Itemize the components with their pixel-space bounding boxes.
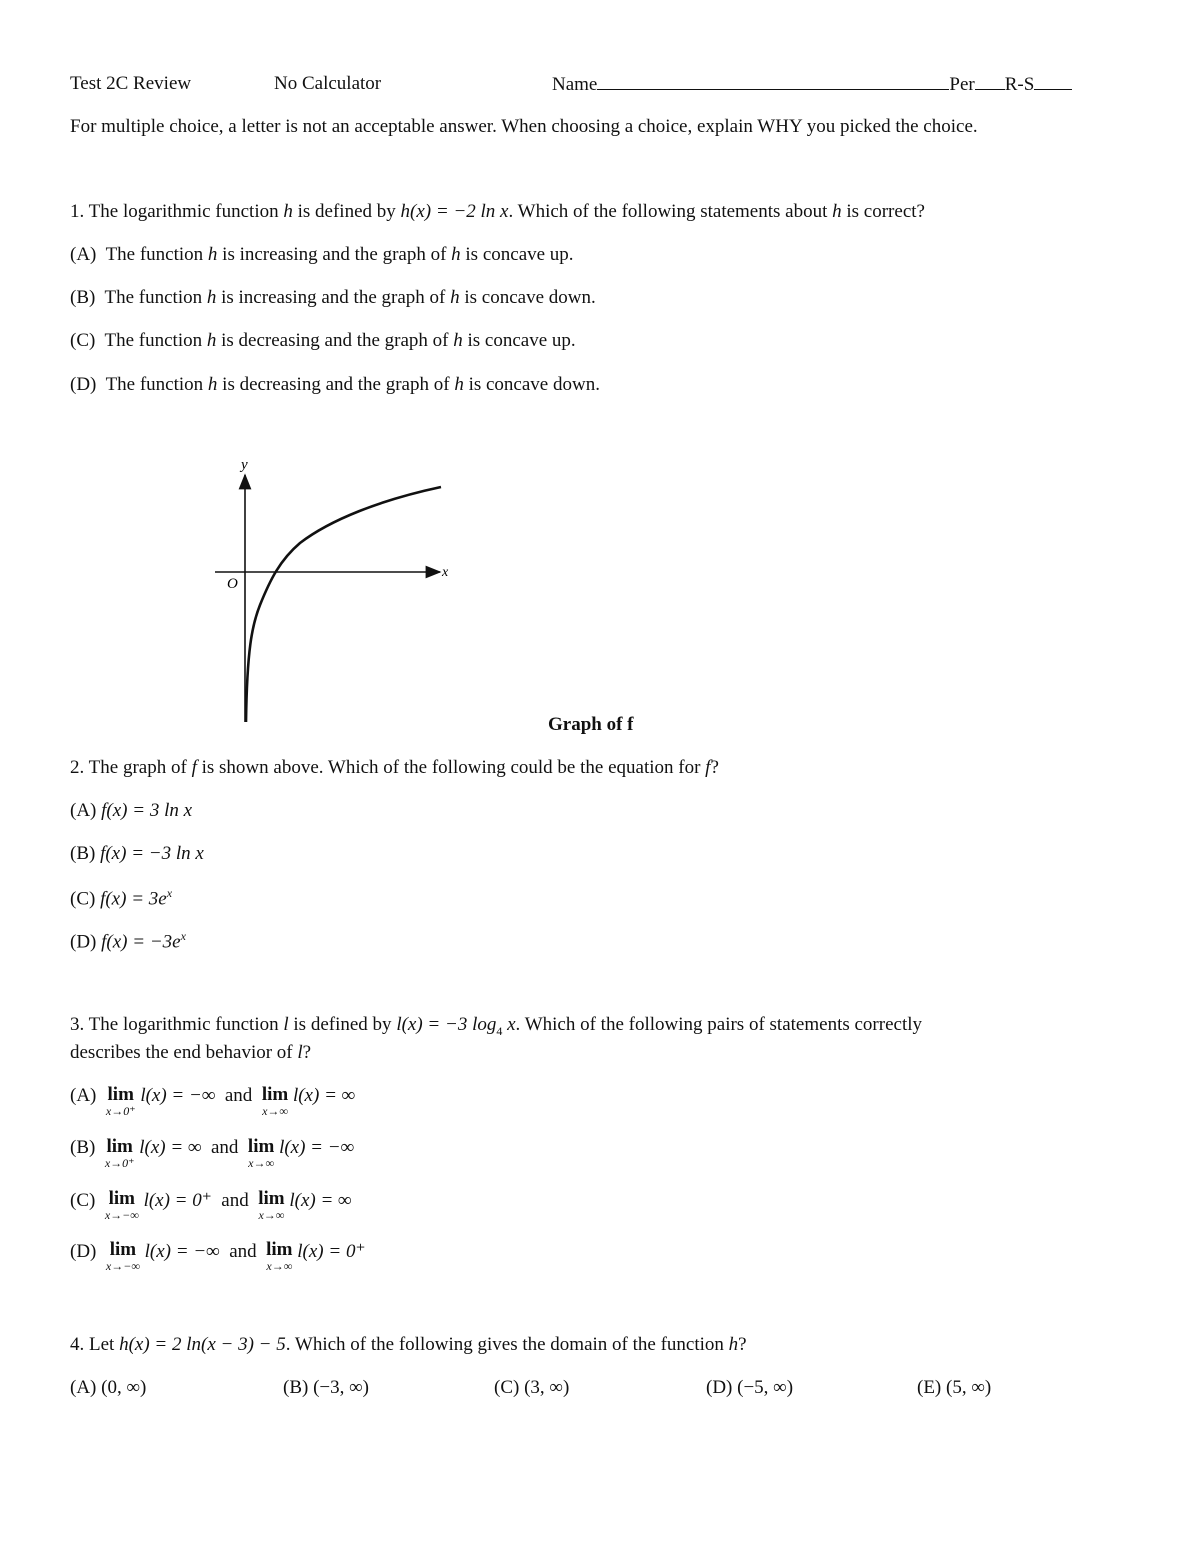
rs-blank[interactable] — [1034, 73, 1072, 90]
y-axis-label: y — [241, 457, 248, 473]
q3-stem-line2: describes the end behavior of l? — [70, 1042, 312, 1063]
graph-caption: Graph of f — [548, 714, 634, 735]
q4-stem: 4. Let h(x) = 2 ln(x − 3) − 5. Which of the following gives the domain of the function h? — [70, 1334, 747, 1355]
q4-option-d[interactable]: (D) (−5, ∞) — [706, 1377, 794, 1398]
q3-stem: 3. The logarithmic function l is defined by l(x) = −3 $\log_4 x$. Which of the following pairs of statements correctly — [70, 1014, 922, 1038]
q2-option-d[interactable]: (D) $f(x) = -3e^x$ — [70, 929, 186, 953]
q2-option-c[interactable]: (C) $f(x) = 3e^x$ — [70, 886, 173, 910]
q4-option-c[interactable]: (C) (3, ∞) — [494, 1377, 570, 1398]
q2-stem: 2. The graph of f is shown above. Which of the following could be the equation for f? — [70, 757, 719, 778]
rs-label: R-S — [1004, 74, 1035, 95]
header-calculator: No Calculator — [274, 73, 382, 94]
q1-option-c[interactable]: (C) The function h is decreasing and the graph of h is concave up. — [70, 330, 576, 351]
per-blank[interactable] — [975, 73, 1005, 90]
q4-option-b[interactable]: (B) (−3, ∞) — [283, 1377, 369, 1398]
name-label: Name — [552, 74, 598, 95]
graph-of-f — [200, 450, 470, 730]
q1-option-d[interactable]: (D) The function h is decreasing and the graph of h is concave down. — [70, 374, 600, 395]
q1-stem: 1. The logarithmic function h is defined by h(x) = −2 ln x. Which of the following statements about h is correct? — [70, 201, 925, 222]
x-axis-label: x — [442, 565, 449, 580]
q1-option-b[interactable]: (B) The function h is increasing and the graph of h is concave down. — [70, 287, 596, 308]
q2-option-a[interactable]: (A) f(x) = 3 ln x — [70, 800, 193, 821]
q4-option-a[interactable]: (A) (0, ∞) — [70, 1377, 147, 1398]
instructions: For multiple choice, a letter is not an acceptable answer. When choosing a choice, explain WHY you picked the choice. — [70, 116, 978, 137]
q3-option-b[interactable]: (B) lim x→0⁺ l(x) = ∞ and lim x→∞ l(x) = −∞ — [70, 1136, 355, 1170]
q2-option-b[interactable]: (B) f(x) = −3 ln x — [70, 843, 204, 864]
curve-f — [246, 487, 441, 722]
q3-option-d[interactable]: (D) lim x→−∞ l(x) = −∞ and lim x→∞ l(x) = 0⁺ — [70, 1239, 366, 1273]
q3-option-a[interactable]: (A) lim x→0⁺ l(x) = −∞ and lim x→∞ l(x) = ∞ — [70, 1084, 356, 1118]
name-blank[interactable] — [597, 73, 949, 90]
q3-option-c[interactable]: (C) lim x→−∞ l(x) = 0⁺ and lim x→∞ l(x) = ∞ — [70, 1188, 352, 1222]
q1-option-a[interactable]: (A) The function h is increasing and the graph of h is concave up. — [70, 244, 574, 265]
name-field[interactable] — [552, 73, 1072, 96]
per-label: Per — [949, 74, 975, 95]
origin-label: O — [227, 576, 238, 592]
q4-option-e[interactable]: (E) (5, ∞) — [917, 1377, 992, 1398]
header-title: Test 2C Review — [70, 73, 192, 94]
